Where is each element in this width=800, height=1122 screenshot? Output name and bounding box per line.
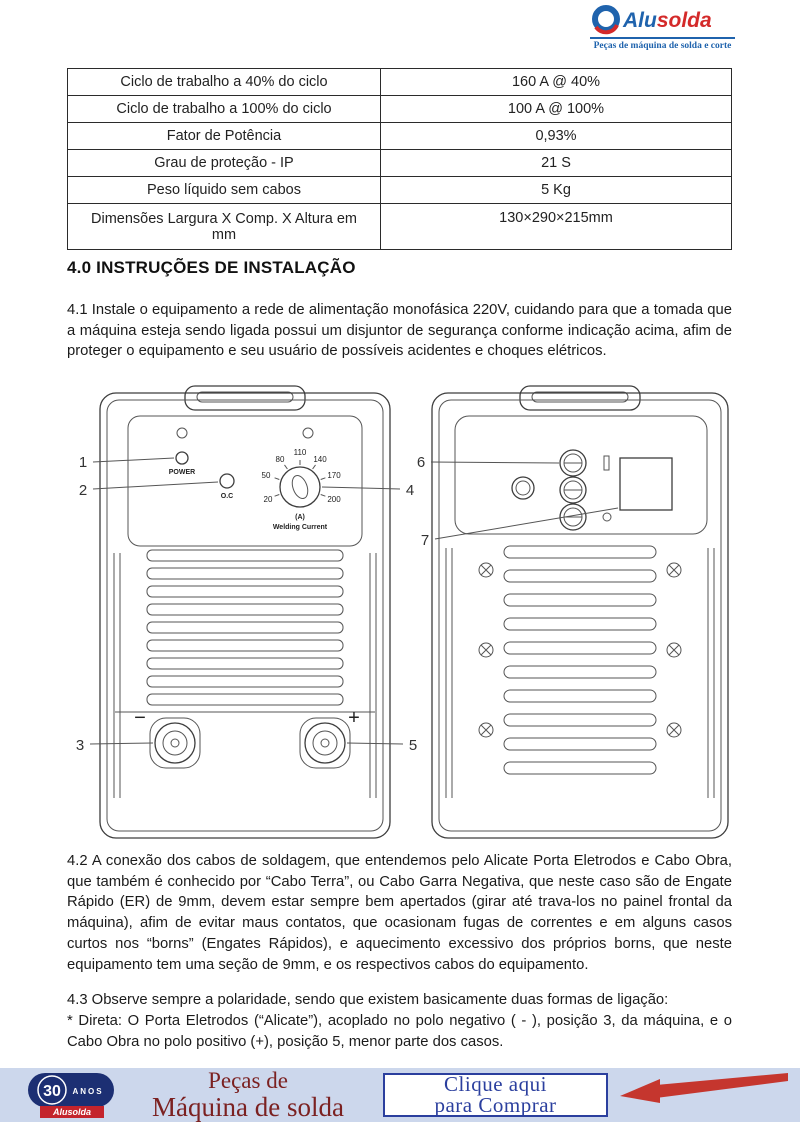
callout-5: 5	[408, 737, 418, 754]
badge-anos: ANOS	[72, 1087, 104, 1096]
rear-panel	[455, 416, 707, 534]
dial-number: 20	[263, 495, 273, 504]
positive-socket	[300, 718, 350, 768]
dial-number: 200	[327, 495, 341, 504]
power-led	[176, 452, 188, 464]
spec-label: Fator de Potência	[68, 123, 381, 150]
spec-value: 160 A @ 40%	[381, 69, 732, 96]
table-row	[68, 177, 732, 204]
alusolda-logo	[590, 4, 735, 51]
logo-ring	[595, 8, 617, 30]
dial-knob	[289, 473, 310, 500]
badge-brand: Alusolda	[52, 1107, 92, 1117]
side-ridges	[446, 548, 714, 798]
panel-screw	[303, 428, 313, 438]
cable-gland	[512, 477, 534, 499]
callout-4: 4	[405, 482, 415, 499]
logo-tagline: Peças de máquina de solda e corte	[590, 37, 735, 51]
arrow-left-icon	[616, 1071, 791, 1119]
handle	[185, 386, 305, 410]
current-dial	[262, 448, 342, 531]
small-button	[603, 513, 611, 521]
power-label: POWER	[168, 469, 196, 476]
installation-diagram	[0, 378, 800, 848]
positive-symbol: +	[348, 707, 360, 729]
spec-label: Ciclo de trabalho a 40% do ciclo	[68, 69, 381, 96]
oc-led	[220, 474, 234, 488]
spec-label: Ciclo de trabalho a 100% do ciclo	[68, 96, 381, 123]
promo-banner	[0, 1068, 800, 1122]
machine-body	[432, 393, 728, 838]
section-heading: 4.0 INSTRUÇÕES DE INSTALAÇÃO	[67, 258, 356, 277]
spec-value: 130×290×215mm	[381, 204, 732, 250]
power-switch-plate	[620, 458, 672, 510]
buy-button-line1: Clique aqui	[444, 1072, 547, 1096]
logo-text-alu: Alu	[623, 9, 657, 32]
panel-screw	[177, 428, 187, 438]
paragraph-4-1: 4.1 Instale o equipamento a rede de alimentação monofásica 220V, cuidando para que a tomada que a máquina esteja sendo ligada possui um disjuntor de segurança conforme indicação acima, afim de proteger o equipamento e seu usuário de possíveis acidentes e choques elétricos.	[67, 302, 732, 360]
machine-front-view	[100, 386, 390, 838]
lower-text-block	[67, 851, 732, 1052]
front-vent-slats	[147, 550, 343, 705]
dial-number: 50	[261, 471, 271, 480]
footer-title	[128, 1068, 368, 1121]
paragraph-4-3	[67, 990, 732, 1052]
spec-value: 5 Kg	[381, 177, 732, 204]
dial-number: 140	[313, 455, 327, 464]
logo-text-solda: solda	[656, 9, 712, 32]
callout-2: 2	[78, 482, 88, 499]
back-vent-slats	[504, 546, 656, 774]
callout-3: 3	[75, 737, 85, 754]
dial-current-label: Welding Current	[272, 524, 328, 531]
paragraph-4-3-direta: * Direta: O Porta Eletrodos (“Alicate”), acoplado no polo negativo ( - ), posição 3, da máquina, e o Cabo Obra no polo positivo (+), posição 5, menor parte dos casos.	[67, 1012, 732, 1050]
spec-label: Grau de proteção - IP	[68, 150, 381, 177]
dial-number: 170	[327, 471, 341, 480]
dial-unit-label: (A)	[295, 514, 305, 521]
paragraph-4-3-intro: 4.3 Observe sempre a polaridade, sendo que existem basicamente duas formas de ligação:	[67, 992, 669, 1009]
handle	[520, 386, 640, 410]
table-row	[68, 69, 732, 96]
spec-table	[67, 68, 732, 250]
oc-label: O.C	[220, 493, 234, 500]
paragraph-4-2: 4.2 A conexão dos cabos de soldagem, que entendemos pelo Alicate Porta Eletrodos e Cabo Obra, que também é conhecido por “Cabo Terra”, ou Cabo Garra Negativa, que neste caso são de Engate Rápido (ER) de 9mm, devem estar sempre bem apertados (girar até trava-los no painel frontal da máquina), afim de evitar maus contatos, que ocasionam fugas de correntes e em alguns casos curtos nos “borns” (Engates Rápidos), e aquecimento excessivo dos próprios borns, que neste equipamento tem uma seção de 9mm, e os respectivos cabos do equipamento.	[67, 853, 732, 973]
indicator-slot	[604, 456, 609, 470]
footer-title-line1: Peças de	[208, 1068, 288, 1093]
svg-text:Alusolda	[622, 9, 712, 32]
rear-terminals	[560, 450, 586, 530]
spec-label: Peso líquido sem cabos	[68, 177, 381, 204]
spec-value: 21 S	[381, 150, 732, 177]
footer-title-line2: Máquina de solda	[152, 1092, 344, 1122]
spec-value: 100 A @ 100%	[381, 96, 732, 123]
table-row	[68, 96, 732, 123]
callout-6: 6	[416, 454, 426, 471]
callout-1: 1	[78, 454, 88, 471]
badge-number: 30	[43, 1083, 61, 1100]
table-row	[68, 150, 732, 177]
spec-value: 0,93%	[381, 123, 732, 150]
buy-button-line2: para Comprar	[434, 1093, 557, 1117]
negative-socket	[150, 718, 200, 768]
dial-number: 110	[293, 448, 307, 457]
alusolda-logo-icon	[590, 4, 735, 36]
machine-back-view	[432, 386, 728, 838]
spec-label: Dimensões Largura X Comp. X Altura em mm	[68, 204, 381, 250]
table-row	[68, 204, 732, 250]
dial-number: 80	[275, 455, 285, 464]
buy-button[interactable]	[383, 1073, 608, 1117]
negative-symbol: −	[134, 707, 146, 729]
table-row	[68, 123, 732, 150]
anniversary-badge	[26, 1070, 118, 1120]
callout-7: 7	[420, 532, 430, 549]
back-screws	[479, 563, 681, 737]
